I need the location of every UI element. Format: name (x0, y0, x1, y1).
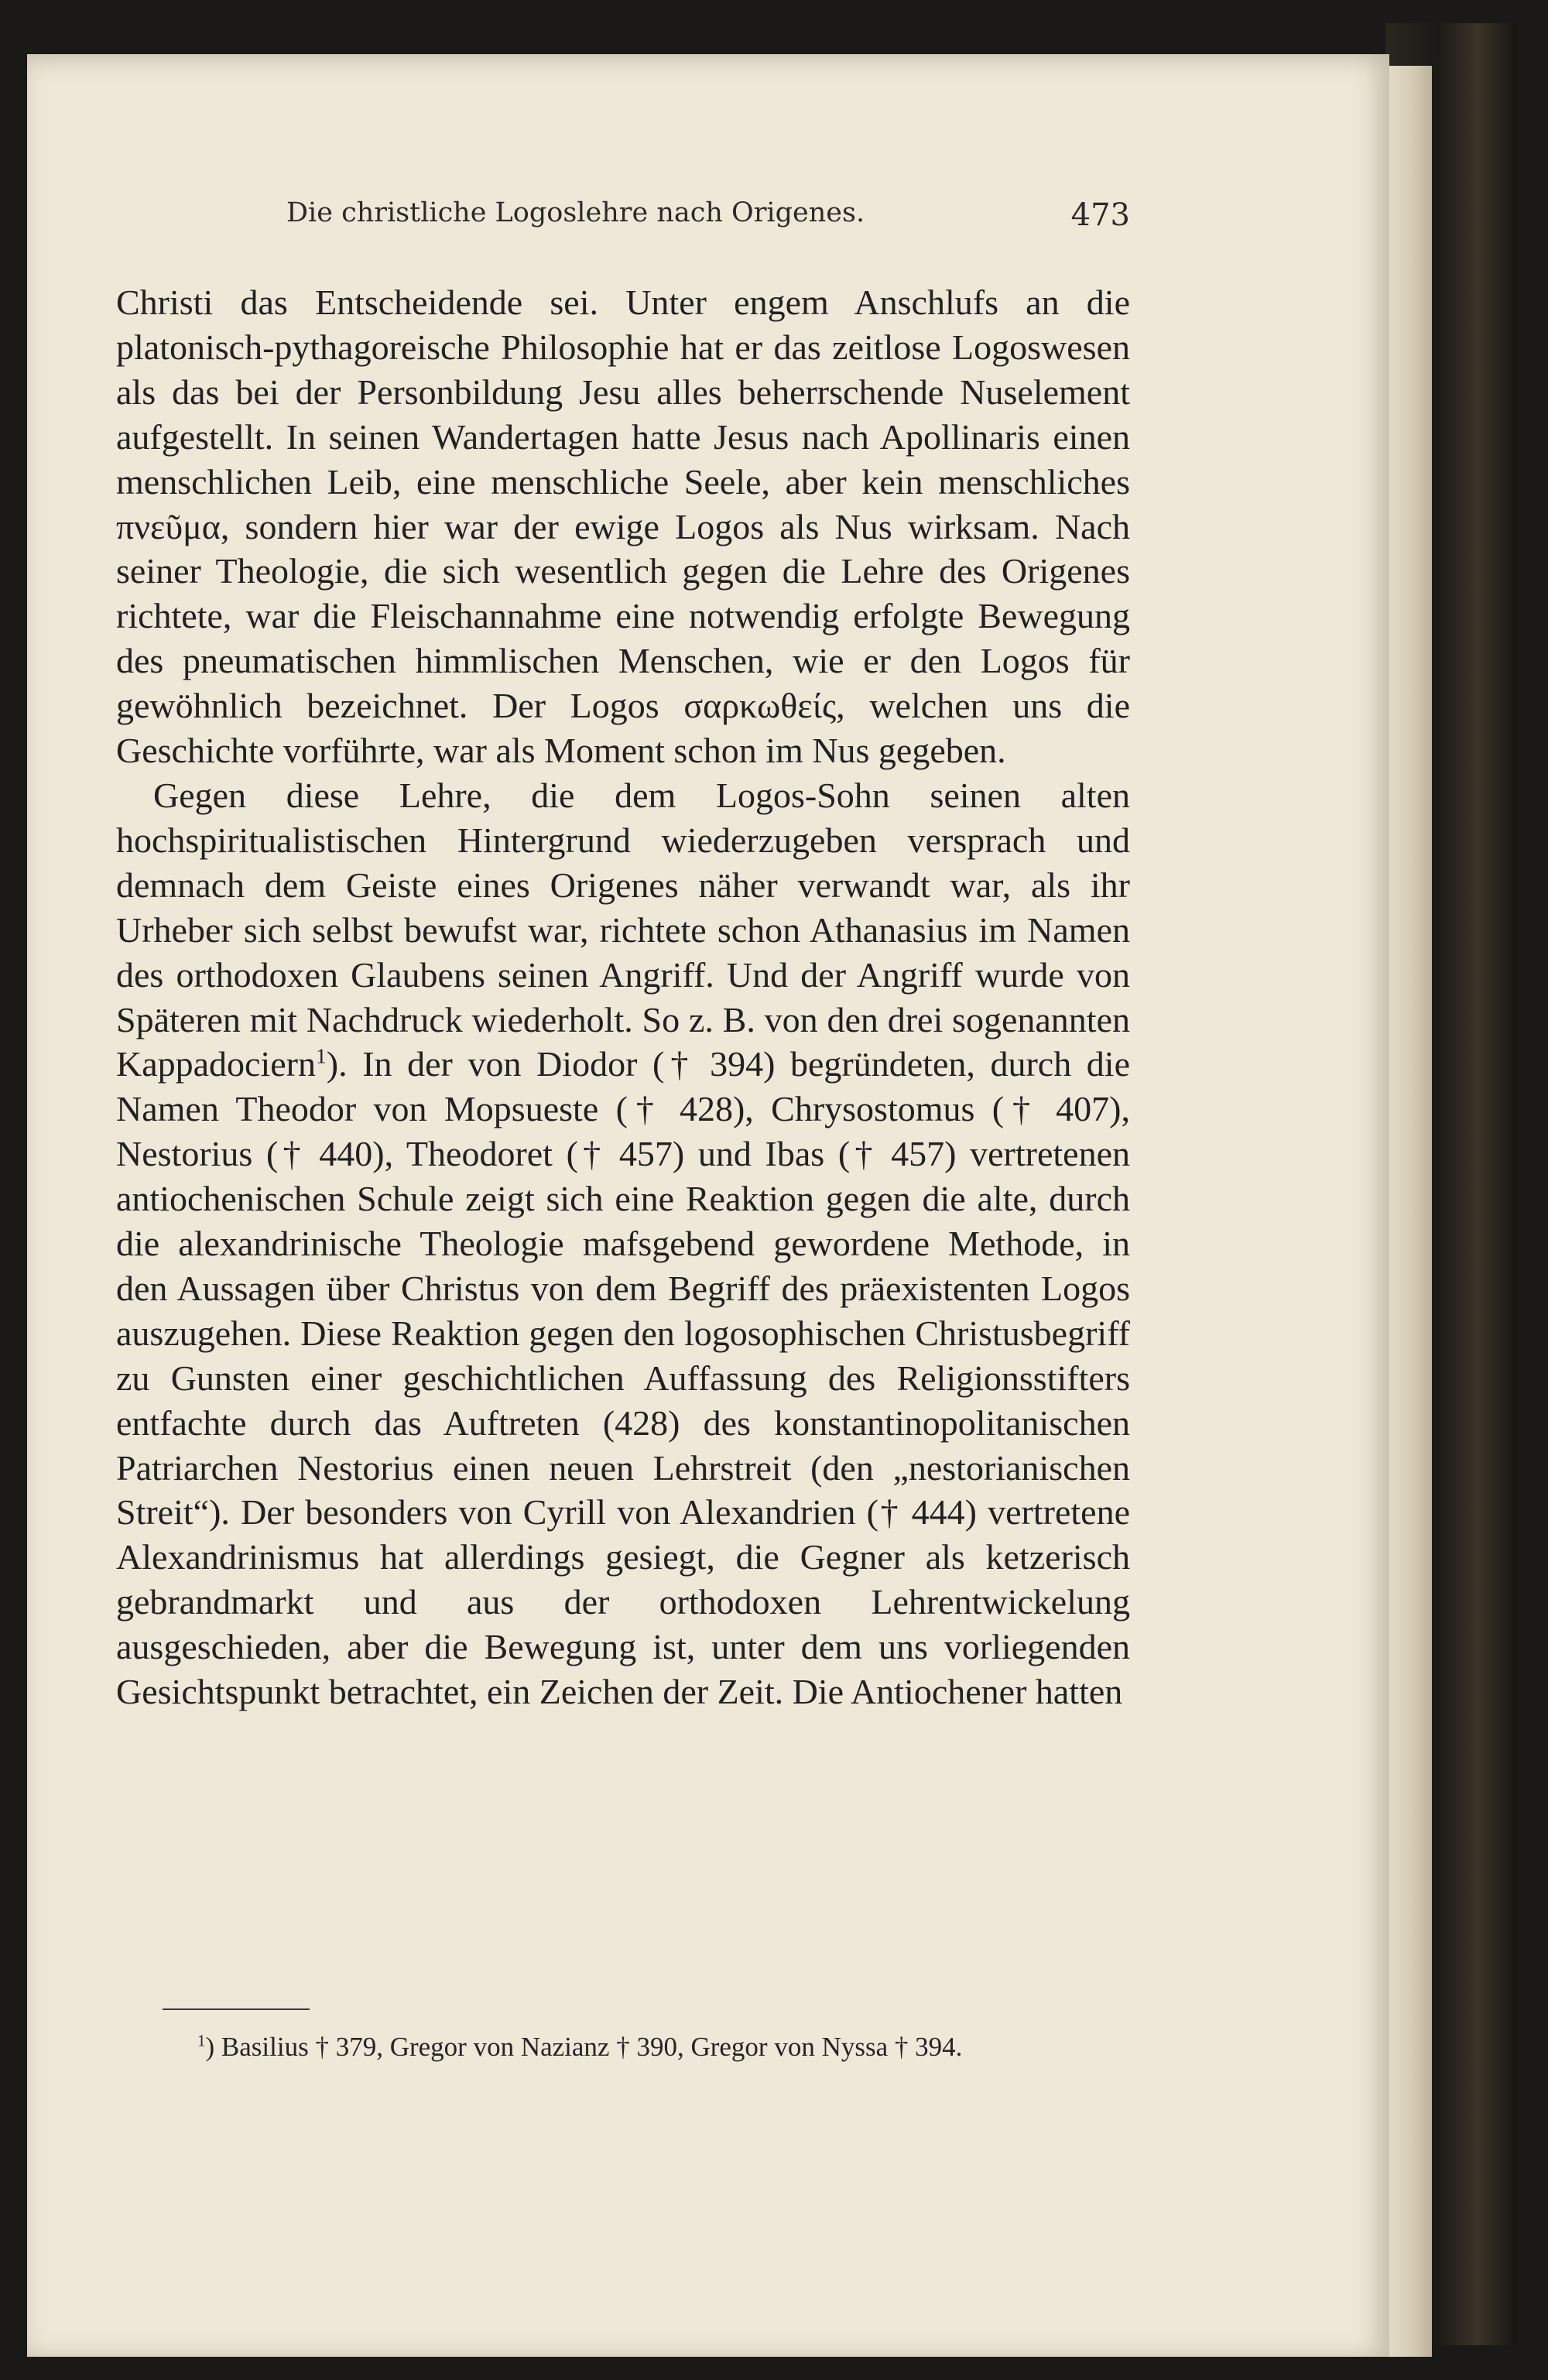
footnote-divider (163, 2008, 310, 2010)
running-title: Die christliche Logoslehre nach Origenes. (286, 197, 865, 228)
footnote-marker: 1 (197, 2031, 206, 2050)
paragraph-1: Christi das Entscheidende sei. Unter engem Anschlufs an die platonisch-pythagoreische Philosophie hat er das zeitlose Logoswesen als das bei der Personbildung Jesu alles beherrschende Nuselement aufgestellt. In seinen Wandertagen hatte Jesus nach Apollinaris einen menschlichen Leib, eine menschliche Seele, aber kein menschliches πνεῦμα, sondern hier war der ewige Logos als Nus wirksam. Nach seiner Theologie, die sich wesentlich gegen die Lehre des Origenes richtete, war die Fleischannahme eine notwendig erfolgte Bewegung des pneumatischen himmlischen Menschen, wie er den Logos für gewöhnlich bezeichnet. Der Logos σαρκωθείς, welchen uns die Geschichte vorführte, war als Moment schon im Nus gegeben. (116, 283, 1130, 771)
body-text (116, 280, 1130, 1714)
footnote-text: ) Basilius † 379, Gregor von Nazianz † 390, Gregor von Nyssa † 394. (205, 2032, 963, 2062)
footnote-reference: 1 (316, 1044, 327, 1069)
paragraph-2-part-2: ). In der von Diodor († 394) begründeten, durch die Namen Theodor von Mopsueste († 428), Chrysostomus († 407), Nestorius († 440), Theodoret († 457) und Ibas († 457) vertretenen antiochenischen Schule zeigt sich eine Reaktion gegen die alte, durch die alexandrinische Theologie mafsgebend gewordene Methode, in den Aussagen über Christus von dem Begriff des präexistenten Logos auszugehen. Diese Reaktion gegen den logosophischen Christusbegriff zu Gunsten einer geschichtlichen Auffassung des Religionsstifters entfachte durch das Auftreten (428) des konstantinopolitanischen Patriarchen Nestorius einen neuen Lehrstreit (den „nestorianischen Streit“). Der besonders von Cyrill von Alexandrien († 444) vertretene Alexandrinismus hat allerdings gesiegt, die Gegner als ketzerisch gebrandmarkt und aus der orthodoxen Lehrentwickelung ausgeschieden, aber die Bewegung ist, unter dem uns vorliegenden Gesichtspunkt betrachtet, ein Zeichen der Zeit. Die Antiochener hatten (116, 1044, 1130, 1712)
page-number: 473 (1070, 197, 1130, 233)
footnote (197, 2032, 1142, 2063)
paragraph-2-part-1: Gegen diese Lehre, die dem Logos-Sohn seinen alten hochspiritualistischen Hintergrund wiederzugeben versprach und demnach dem Geiste eines Origenes näher verwandt war, als ihr Urheber sich selbst bewufst war, richtete schon Athanasius im Namen des orthodoxen Glaubens seinen Angriff. Und der Angriff wurde von Späteren mit Nachdruck wiederholt. So z. B. von den drei sogenannten Kappadociern (116, 775, 1130, 1084)
paragraph-2 (116, 773, 1130, 1714)
